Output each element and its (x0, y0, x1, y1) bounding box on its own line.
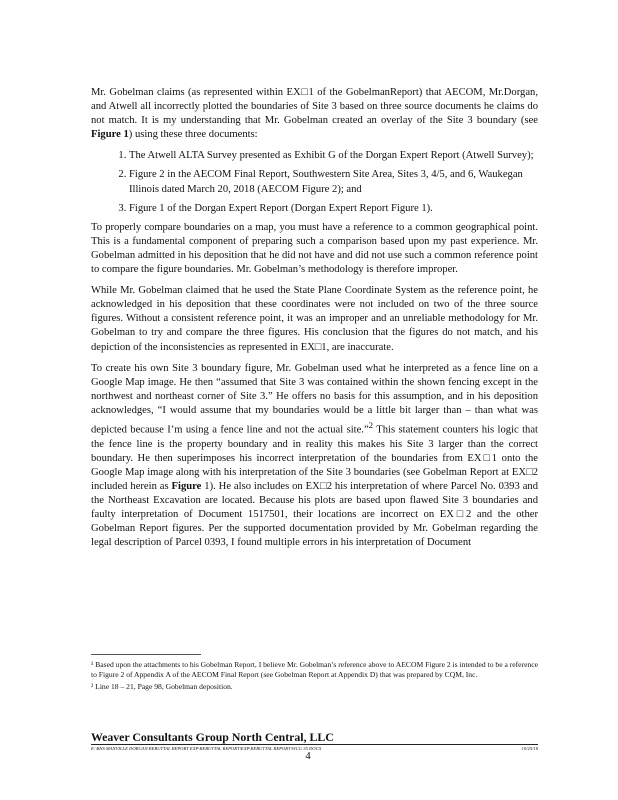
footnote-2: ² Line 18 – 21, Page 98, Gobelman deposition. (91, 681, 233, 691)
figure-reference: Figure (171, 480, 202, 492)
firm-name: Weaver Consultants Group North Central, LLC (91, 730, 334, 744)
figure-1-reference: Figure 1 (91, 129, 129, 141)
footnote-1: ¹ Based upon the attachments to his Gobelman Report, I believe Mr. Gobelman’s reference above to AECOM Figure 2 is intended to be a reference to Figure 2 of Appendix A of the AECOM Final Report (see Gobelman Report at Appendix D) that was prepared by CQM, Inc. (91, 660, 538, 680)
page-number: 4 (305, 751, 311, 762)
file-path: E:\BNS MANVILLE DORGAN REBUTTAL REPORT EXP\REBUTTAL REPORT\EXP\REBUTTAL REPORT\WCG 35 DOCX (91, 746, 322, 751)
paragraph-common-reference: To properly compare boundaries on a map, you must have a reference to a common geographical point. This is a fundamental component of preparing such a comparison based upon my past experience. Mr. Gobelman admitted in his deposition that he did not have and did not use such a common reference point to compare the figure boundaries. Mr. Gobelman’s methodology is therefore improper. (91, 221, 538, 276)
footnote-ref: 2 (368, 419, 374, 430)
body-text (91, 86, 538, 557)
paragraph-google-map: To create his own Site 3 boundary figure, Mr. Gobelman used what he interpreted as a fence line on a Google Map image. He then “assumed that Site 3 was contained within the shown fencing except in the northwest and northeast corner of Site 3.” He offers no basis for this assumption, and in his deposition acknowledges, “I would assume that my boundaries would be a little bit larger than – than what was depicted because I’m using a fence line and not the actual site.”$^2$ This statement counters his logic that the fence line is the property boundary and in reality this makes his Site 3 larger than the correct boundary. He then superimposes his incorrect interpretation of the boundaries from EX□1 onto the Google Map image along with his interpretation of the Site 3 boundaries (see Gobelman Report at EX□2 included herein as Figure 1). He also includes on EX□2 his interpretation of where Parcel No. 0393 and the Northeast Excavation are located. Because his plots are based upon flawed Site 3 boundaries and faulty interpretation of Document 1517501, their locations are incorrect on EX□2 and the other Gobelman Report figures. Per the supported documentation provided by Mr. Gobelman regarding the legal description of Parcel 0393, I found multiple errors in his interpretation of Document (91, 362, 539, 549)
footnotes (91, 660, 538, 693)
list-item: 3. Figure 1 of the Dorgan Expert Report (Dorgan Expert Report Figure 1). (129, 202, 538, 216)
source-documents-list (91, 149, 538, 215)
footer-divider (91, 744, 538, 745)
footnote-divider (91, 654, 201, 655)
paragraph-state-plane: While Mr. Gobelman claimed that he used the State Plane Coordinate System as the reference point, he acknowledged in his deposition that these coordinates were not included on two of the three source figures. Without a consistent reference point, it was an improper and an unreliable methodology for Mr. Gobelman to try and compare the three figures. His conclusion that the figures do not match, and his depiction of the inconsistencies as represented in EX□1, are inaccurate. (91, 285, 538, 353)
list-item: 1. The Atwell ALTA Survey presented as Exhibit G of the Dorgan Expert Report (Atwell Survey); (129, 149, 538, 163)
paragraph-overlay-claim: Mr. Gobelman claims (as represented within EX□1 of the GobelmanReport) that AECOM, Mr.Dorgan, and Atwell all incorrectly plotted the boundaries of Site 3 based on three source documents he claims do not match. It is my understanding that Mr. Gobelman created an overlay of the Site 3 boundary (see Figure 1) using these three documents: (91, 87, 538, 141)
list-item: 2. Figure 2 in the AECOM Final Report, Southwestern Site Area, Sites 3, 4/5, and 6, Waukegan Illinois dated March 20, 2018 (AECOM Figure 2); and (129, 168, 538, 196)
footer-date: 10/25/18 (521, 746, 538, 751)
